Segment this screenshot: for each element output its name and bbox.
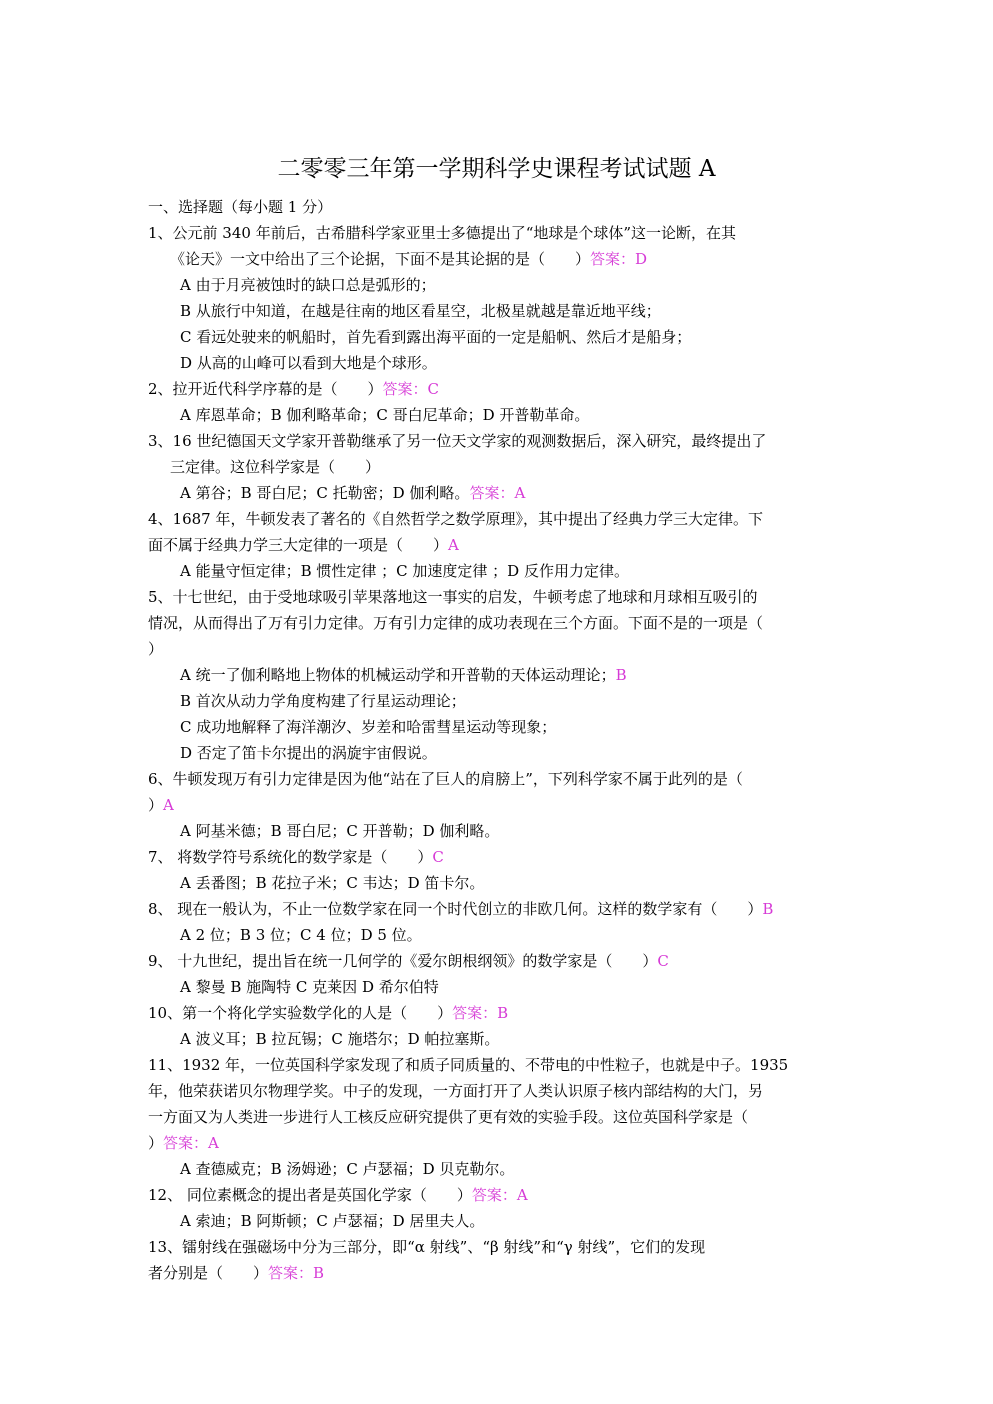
question-2-line	[148, 376, 439, 402]
question-2-answer: 答案：C	[382, 380, 440, 398]
question-1-option-c: C 看远处驶来的帆船时，首先看到露出海平面的一定是船帆、然后才是船身；	[180, 328, 692, 346]
question-11-stem-end: ）	[148, 1134, 164, 1152]
question-2-stem: 2、拉开近代科学序幕的是（ ）	[148, 380, 383, 398]
question-7-stem: 7、 将数学符号系统化的数学家是（ ）	[148, 848, 433, 866]
page-title: 二零零三年第一学期科学史课程考试试题 A	[277, 156, 716, 182]
question-7-answer: C	[432, 848, 444, 866]
question-5-option-c: C 成功地解释了海洋潮汐、岁差和哈雷彗星运动等现象；	[180, 718, 557, 736]
question-5-option-d: D 否定了笛卡尔提出的涡旋宇宙假说。	[180, 744, 437, 762]
question-9-stem: 9、 十九世纪，提出旨在统一几何学的《爱尔朗根纲领》的数学家是（ ）	[148, 952, 658, 970]
question-1-answer: 答案：D	[590, 250, 648, 268]
question-11-line-3: 一方面又为人类进一步进行人工核反应研究提供了更有效的实验手段。这位英国科学家是（	[148, 1108, 749, 1126]
question-13-answer: 答案：B	[268, 1264, 325, 1282]
question-5-line-1: 5、十七世纪，由于受地球吸引苹果落地这一事实的启发，牛顿考虑了地球和月球相互吸引的	[148, 588, 758, 606]
question-9-options: A 黎曼 B 施陶特 C 克莱因 D 希尔伯特	[180, 978, 439, 996]
question-5-line-3: ）	[148, 640, 164, 658]
question-13-line-2	[148, 1260, 324, 1286]
question-10-stem: 10、第一个将化学实验数学化的人是（ ）	[148, 1004, 453, 1022]
question-4-line-1: 4、1687 年，牛顿发表了著名的《自然哲学之数学原理》，其中提出了经典力学三大定律。下	[148, 510, 763, 528]
question-1-line-2	[170, 246, 647, 272]
question-8-stem: 8、 现在一般认为，不止一位数学家在同一个时代创立的非欧几何。这样的数学家有（ ）	[148, 900, 763, 918]
question-10-options: A 波义耳；B 拉瓦锡；C 施塔尔；D 帕拉塞斯。	[180, 1030, 500, 1048]
question-13-line-1: 13、镭射线在强磁场中分为三部分，即“α 射线”、“β 射线”和“γ 射线”，它们的发现	[148, 1238, 706, 1256]
question-3-answer: 答案：A	[469, 484, 526, 502]
question-9-line	[148, 948, 669, 974]
question-1-option-a: A 由于月亮被蚀时的缺口总是弧形的；	[180, 276, 436, 294]
question-5-option-b: B 首次从动力学角度构建了行星运动理论；	[180, 692, 466, 710]
question-2-options: A 库恩革命；B 伽利略革命；C 哥白尼革命；D 开普勒革命。	[180, 406, 590, 424]
question-7-line	[148, 844, 444, 870]
question-12-line	[148, 1182, 528, 1208]
question-3-line-2: 三定律。这位科学家是（ ）	[170, 458, 381, 476]
question-9-answer: C	[657, 952, 669, 970]
question-8-answer: B	[762, 900, 774, 918]
question-4-line-2	[148, 532, 459, 558]
question-5-option-a: A 统一了伽利略地上物体的机械运动学和开普勒的天体运动理论；	[180, 666, 616, 684]
question-12-stem: 12、 同位素概念的提出者是英国化学家（ ）	[148, 1186, 472, 1204]
question-11-options: A 查德威克；B 汤姆逊；C 卢瑟福；D 贝克勒尔。	[180, 1160, 515, 1178]
question-6-answer: A	[163, 796, 174, 814]
question-6-options: A 阿基米德；B 哥白尼；C 开普勒；D 伽利略。	[180, 822, 500, 840]
question-1-stem: 《论天》一文中给出了三个论据，下面不是其论据的是（ ）	[170, 250, 591, 268]
question-12-answer: 答案：A	[471, 1186, 528, 1204]
question-13-stem: 者分别是（ ）	[148, 1264, 269, 1282]
question-11-line-1: 11、1932 年，一位英国科学家发现了和质子同质量的、不带电的中性粒子，也就是中子。1935	[148, 1056, 789, 1074]
question-11-answer: 答案：A	[163, 1134, 219, 1152]
question-3-options-line	[180, 480, 525, 506]
question-4-options: A 能量守恒定律；B 惯性定律 ；C 加速度定律 ；D 反作用力定律。	[180, 562, 629, 580]
question-8-line	[148, 896, 773, 922]
question-6-line-1: 6、牛顿发现万有引力定律是因为他“站在了巨人的肩膀上”，下列科学家不属于此列的是（	[148, 770, 743, 788]
question-11-line-4	[148, 1130, 219, 1156]
question-3-line-1: 3、16 世纪德国天文学家开普勒继承了另一位天文学家的观测数据后，深入研究，最终提出了	[148, 432, 767, 450]
question-12-options: A 索迪；B 阿斯顿；C 卢瑟福；D 居里夫人。	[180, 1212, 485, 1230]
question-5-line-2: 情况，从而得出了万有引力定律。万有引力定律的成功表现在三个方面。下面不是的一项是（	[148, 614, 764, 632]
section-heading: 一、选择题（每小题 1 分）	[148, 198, 333, 216]
question-5-option-a-line	[180, 662, 627, 688]
question-4-answer: A	[448, 536, 459, 554]
question-10-line	[148, 1000, 508, 1026]
question-6-stem-end: ）	[148, 796, 164, 814]
question-1-option-d: D 从高的山峰可以看到大地是个球形。	[180, 354, 437, 372]
question-7-options: A 丢番图；B 花拉子米；C 韦达；D 笛卡尔。	[180, 874, 485, 892]
question-1-option-b: B 从旅行中知道，在越是往南的地区看星空，北极星就越是靠近地平线；	[180, 302, 661, 320]
question-8-options: A 2 位；B 3 位；C 4 位；D 5 位。	[180, 926, 422, 944]
question-6-line-2	[148, 792, 174, 818]
question-4-stem: 面不属于经典力学三大定律的一项是（ ）	[148, 536, 449, 554]
question-10-answer: 答案：B	[452, 1004, 509, 1022]
question-5-answer: B	[615, 666, 627, 684]
question-1-line-1: 1、公元前 340 年前后，古希腊科学家亚里士多德提出了“地球是个球体”这一论断，在其	[148, 224, 737, 242]
question-11-line-2: 年，他荣获诺贝尔物理学奖。中子的发现，一方面打开了人类认识原子核内部结构的大门，另	[148, 1082, 764, 1100]
question-3-options: A 第谷；B 哥白尼；C 托勒密；D 伽利略。	[180, 484, 470, 502]
